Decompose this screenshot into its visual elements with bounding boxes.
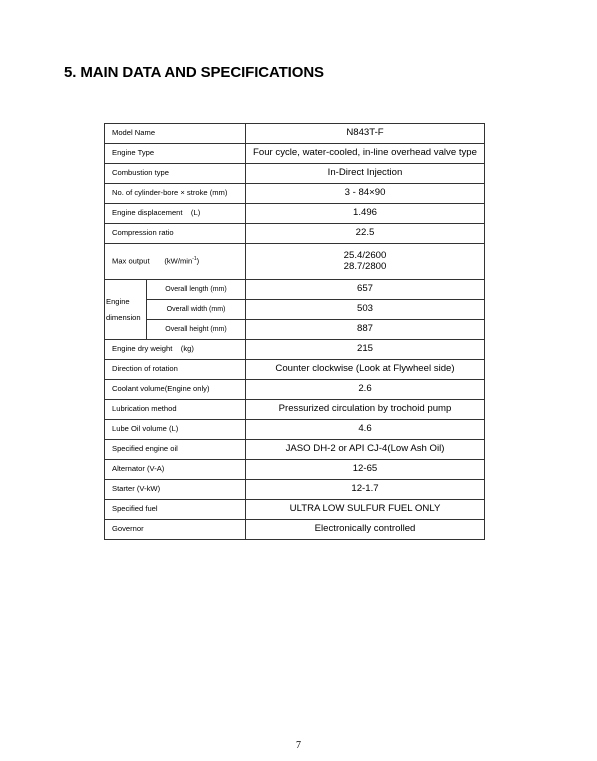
table-row xyxy=(105,204,485,224)
overall-length-value: 657 xyxy=(246,280,485,300)
rotation-label: Direction of rotation xyxy=(105,360,246,380)
engine-dimension-label-2: dimension xyxy=(106,312,141,322)
overall-width-value: 503 xyxy=(246,300,485,320)
table-row xyxy=(105,440,485,460)
fuel-label: Specified fuel xyxy=(105,500,246,520)
table-row xyxy=(105,124,485,144)
table-row xyxy=(105,300,485,320)
model-name-value: N843T-F xyxy=(246,124,485,144)
table-row xyxy=(105,460,485,480)
table-row xyxy=(105,400,485,420)
starter-label: Starter (V-kW) xyxy=(105,480,246,500)
specifications-table xyxy=(104,123,485,540)
overall-length-label: Overall length (mm) xyxy=(147,280,246,300)
engine-oil-value: JASO DH-2 or API CJ-4(Low Ash Oil) xyxy=(246,440,485,460)
engine-type-value: Four cycle, water-cooled, in-line overhead valve type xyxy=(246,144,485,164)
table-row xyxy=(105,320,485,340)
page-number: 7 xyxy=(296,740,301,751)
overall-height-value: 887 xyxy=(246,320,485,340)
combustion-type-value: In-Direct Injection xyxy=(246,164,485,184)
max-output-label-sup: -1 xyxy=(192,256,197,263)
overall-height-label: Overall height (mm) xyxy=(147,320,246,340)
table-row xyxy=(105,420,485,440)
section-heading: 5. MAIN DATA AND SPECIFICATIONS xyxy=(64,64,324,81)
table-row xyxy=(105,224,485,244)
governor-label: Governor xyxy=(105,520,246,540)
combustion-type-label: Combustion type xyxy=(105,164,246,184)
engine-oil-label: Specified engine oil xyxy=(105,440,246,460)
table-row xyxy=(105,280,485,300)
max-output-value-2: 28.7/2800 xyxy=(343,260,387,272)
cylinders-label: No. of cylinder-bore × stroke (mm) xyxy=(105,184,246,204)
max-output-label-close: ) xyxy=(196,256,200,266)
lube-oil-label: Lube Oil volume (L) xyxy=(105,420,246,440)
table-row xyxy=(105,340,485,360)
model-name-label: Model Name xyxy=(105,124,246,144)
rotation-value: Counter clockwise (Look at Flywheel side) xyxy=(246,360,485,380)
engine-dimension-label-1: Engine xyxy=(106,296,130,306)
overall-width-label: Overall width (mm) xyxy=(147,300,246,320)
max-output-value-1: 25.4/2600 xyxy=(343,249,387,261)
coolant-value: 2.6 xyxy=(246,380,485,400)
table-row xyxy=(105,360,485,380)
starter-value: 12-1.7 xyxy=(246,480,485,500)
compression-value: 22.5 xyxy=(246,224,485,244)
table-row xyxy=(105,244,485,280)
max-output-label xyxy=(105,244,246,280)
dry-weight-label: Engine dry weight (kg) xyxy=(105,340,246,360)
fuel-value: ULTRA LOW SULFUR FUEL ONLY xyxy=(246,500,485,520)
max-output-label-unit: (kW/min xyxy=(164,256,193,266)
table-row xyxy=(105,520,485,540)
table-row xyxy=(105,480,485,500)
table-row xyxy=(105,164,485,184)
alternator-value: 12-65 xyxy=(246,460,485,480)
engine-dimension-label xyxy=(105,280,147,340)
alternator-label: Alternator (V-A) xyxy=(105,460,246,480)
table-row xyxy=(105,184,485,204)
max-output-label-main: Max output xyxy=(112,256,150,266)
table-row xyxy=(105,380,485,400)
lubrication-value: Pressurized circulation by trochoid pump xyxy=(246,400,485,420)
table-row xyxy=(105,500,485,520)
coolant-label: Coolant volume(Engine only) xyxy=(105,380,246,400)
governor-value: Electronically controlled xyxy=(246,520,485,540)
max-output-value xyxy=(246,244,485,280)
compression-label: Compression ratio xyxy=(105,224,246,244)
displacement-label: Engine displacement (L) xyxy=(105,204,246,224)
lubrication-label: Lubrication method xyxy=(105,400,246,420)
lube-oil-value: 4.6 xyxy=(246,420,485,440)
table-row xyxy=(105,144,485,164)
cylinders-value: 3 - 84×90 xyxy=(246,184,485,204)
displacement-value: 1.496 xyxy=(246,204,485,224)
engine-type-label: Engine Type xyxy=(105,144,246,164)
dry-weight-value: 215 xyxy=(246,340,485,360)
